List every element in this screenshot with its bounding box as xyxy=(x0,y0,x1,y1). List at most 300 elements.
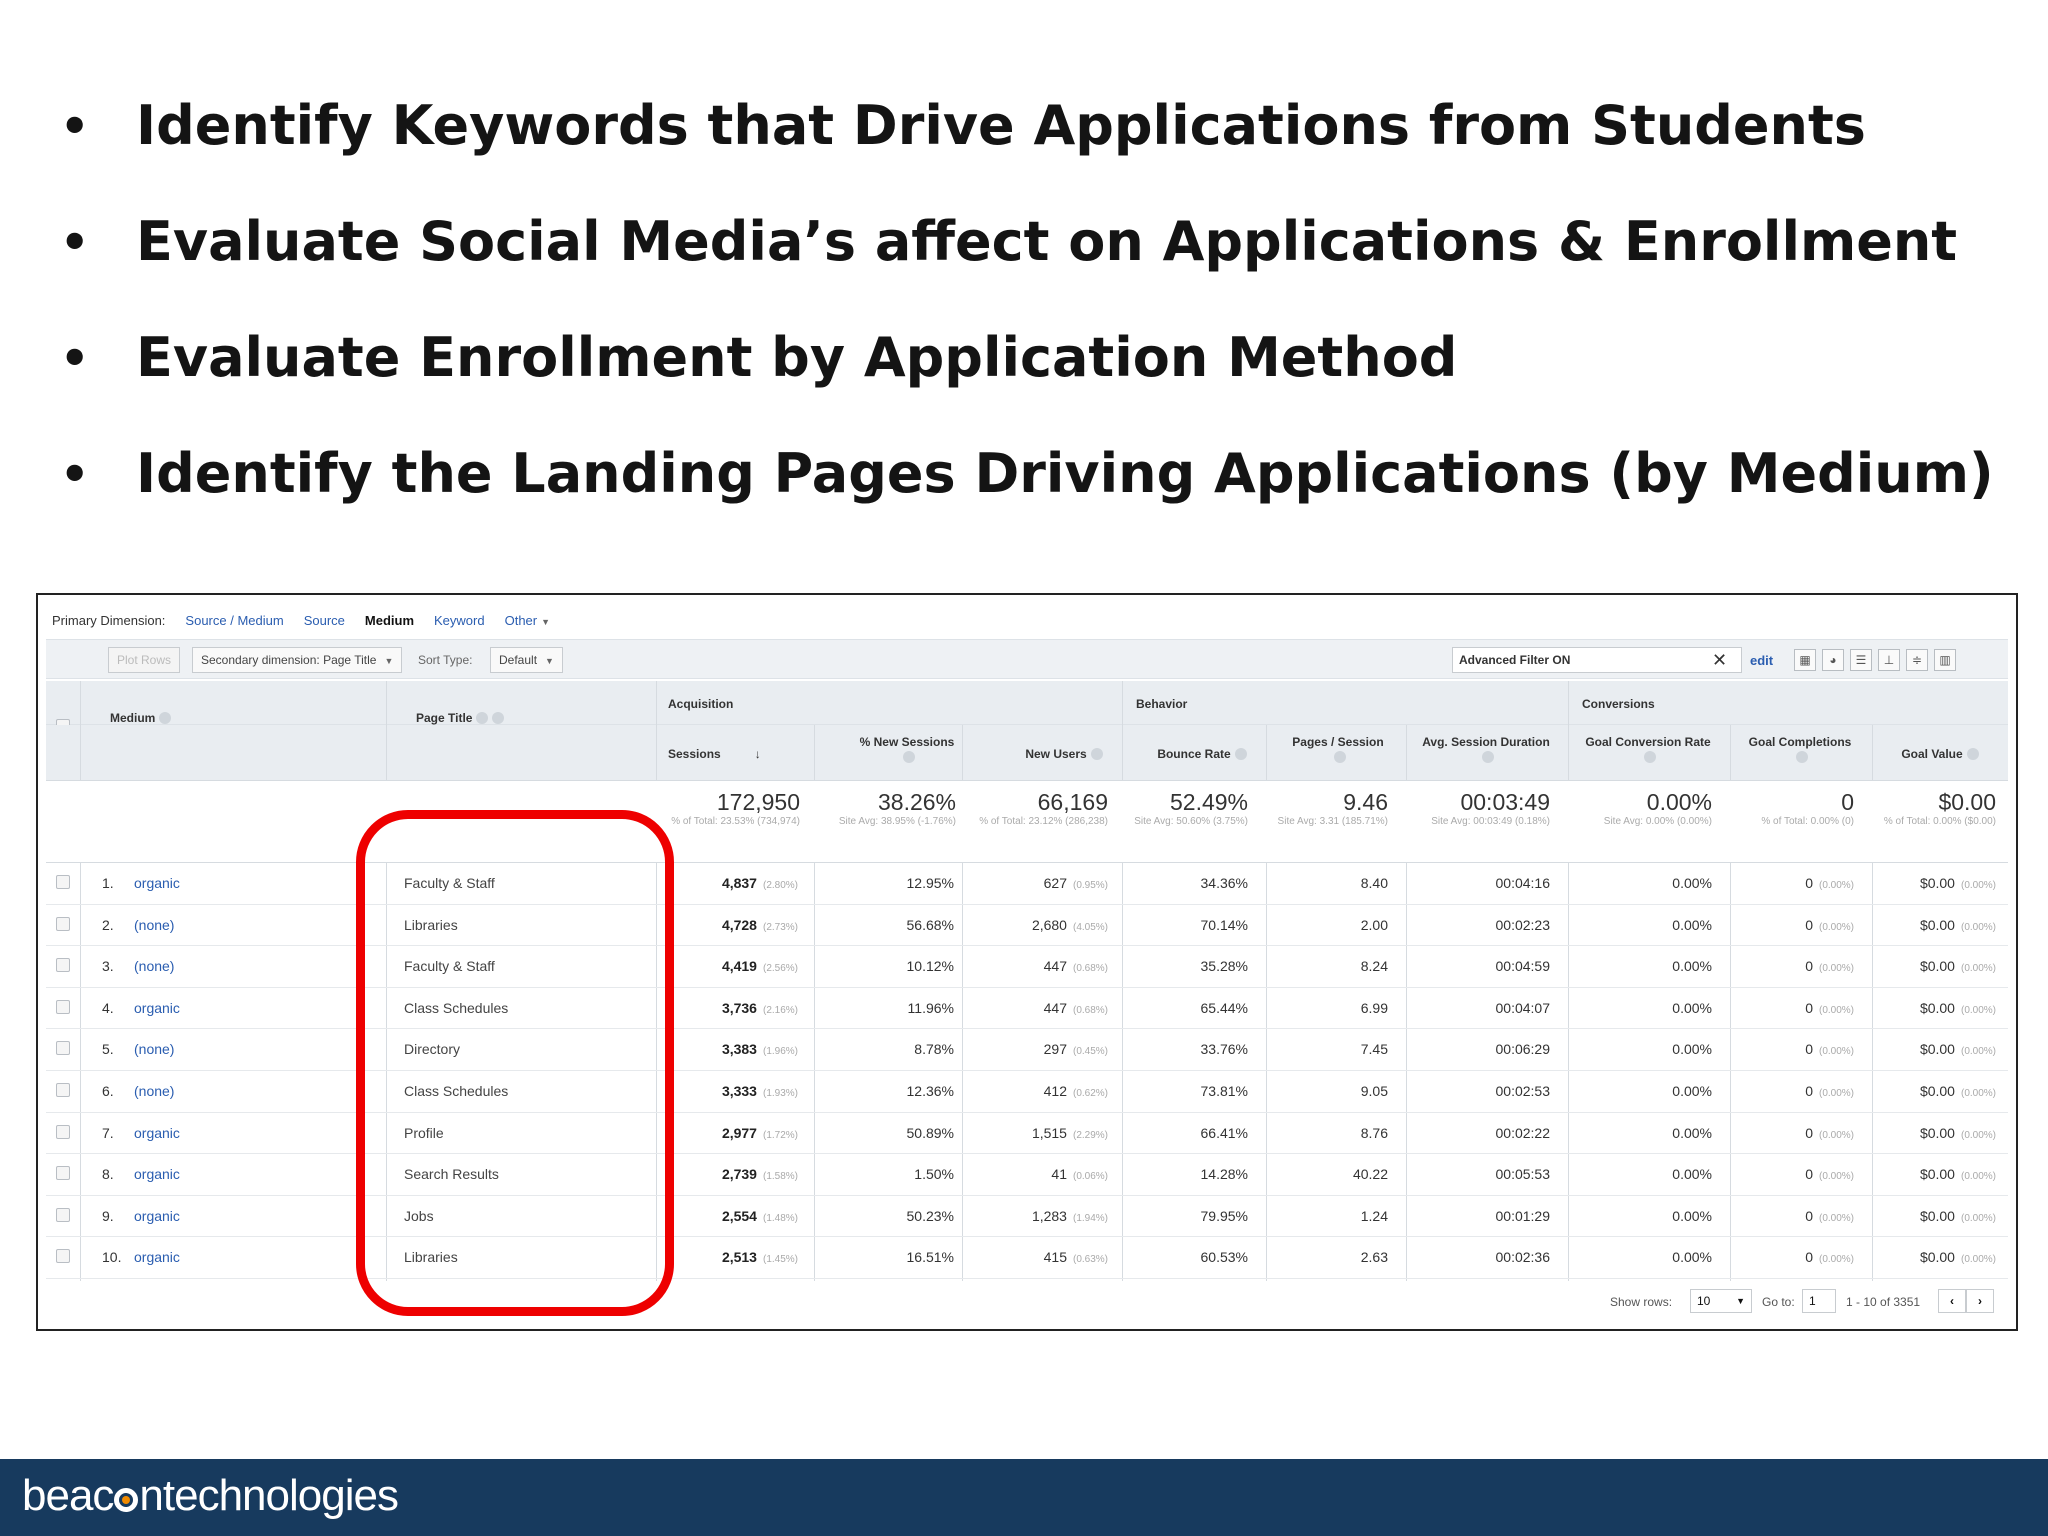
cell-percent: (1.58%) xyxy=(762,1171,798,1183)
cell-percent: (0.00%) xyxy=(1960,1088,1996,1099)
bullet-list xyxy=(60,88,2020,552)
cell-bounce-rate xyxy=(1201,875,1248,891)
cell-percent: (1.96%) xyxy=(762,1046,798,1058)
row-page-title: Faculty & Staff xyxy=(404,875,495,891)
column-label: Avg. Session Duration xyxy=(1422,735,1550,749)
cell-sessions xyxy=(722,1249,798,1265)
cell-goal-completions xyxy=(1805,1041,1854,1057)
remove-dimension-icon[interactable] xyxy=(492,712,504,724)
row-number: 9. xyxy=(102,1207,114,1224)
cell-value: 0.00% xyxy=(1672,875,1712,891)
cell-value: 1,515 xyxy=(1031,1124,1067,1141)
cell-bounce-rate xyxy=(1201,1249,1248,1265)
bullet-item xyxy=(60,436,2020,552)
dimension-current-medium[interactable]: Medium xyxy=(364,612,415,628)
sort-type-label: Sort Type: xyxy=(418,653,473,667)
row-checkbox[interactable] xyxy=(56,1249,70,1263)
cell-value: 1,283 xyxy=(1031,1207,1067,1224)
help-icon xyxy=(476,712,488,724)
beacon-ring-icon xyxy=(114,1488,138,1512)
total-value: 172,950 xyxy=(716,789,800,815)
cell-value: 70.14% xyxy=(1200,916,1248,933)
row-number: 1. xyxy=(102,875,114,891)
column-label: New Users xyxy=(1025,747,1087,761)
row-page-title: Class Schedules xyxy=(404,999,509,1016)
plot-rows-button[interactable]: Plot Rows xyxy=(108,647,180,673)
total-value: 0 xyxy=(1841,789,1854,815)
cell-goal-completions xyxy=(1805,1125,1854,1141)
cell-value: 00:06:29 xyxy=(1495,1041,1550,1058)
bullet-item xyxy=(60,204,2020,320)
cell-pages-session xyxy=(1361,1125,1388,1141)
total-value: 52.49% xyxy=(1169,789,1248,815)
total-value: 0.00% xyxy=(1646,789,1712,815)
table-row xyxy=(46,946,2008,988)
cell-value: 0.00% xyxy=(1672,1083,1712,1099)
report-toolbar xyxy=(46,639,2008,679)
pie-view-icon[interactable]: ◕ xyxy=(1822,649,1844,671)
cell-goal-rate xyxy=(1672,1083,1712,1099)
chevron-down-icon: ▼ xyxy=(541,616,551,627)
table-row xyxy=(46,1113,2008,1155)
cell-value: 00:02:53 xyxy=(1495,1083,1550,1099)
cell-percent: (0.00%) xyxy=(1818,1004,1854,1016)
term-cloud-view-icon[interactable]: ≑ xyxy=(1906,649,1928,671)
cell-value: 0 xyxy=(1805,1083,1813,1099)
cell-pages-session xyxy=(1353,1166,1388,1182)
show-rows-select[interactable] xyxy=(1690,1289,1752,1313)
table-group-header xyxy=(46,681,2008,725)
cell-new-sessions xyxy=(907,875,954,891)
row-page-title: Search Results xyxy=(404,1166,499,1183)
cell-value: 0.00% xyxy=(1672,1124,1712,1141)
cell-goal-value xyxy=(1920,1000,1996,1016)
cell-percent: (2.56%) xyxy=(762,963,798,975)
cell-value: 9.05 xyxy=(1360,1083,1388,1099)
cell-value: 00:02:22 xyxy=(1495,1124,1550,1141)
brand-text-start: beac xyxy=(22,1471,114,1520)
cell-percent: (0.95%) xyxy=(1072,880,1108,891)
dimension-link-source-medium[interactable]: Source / Medium xyxy=(185,612,284,628)
cell-bounce-rate xyxy=(1201,1083,1248,1099)
cell-percent: (1.72%) xyxy=(762,1129,798,1141)
cell-avg-duration xyxy=(1496,1166,1551,1182)
cell-goal-rate xyxy=(1672,917,1712,933)
chevron-down-icon: ▼ xyxy=(384,656,394,666)
cell-goal-value xyxy=(1920,1208,1996,1224)
column-goal-completions[interactable] xyxy=(1730,735,1870,765)
bullet-text: Identify the Landing Pages Driving Applications (by Medium) xyxy=(136,442,1994,505)
total-sub: % of Total: 23.12% (286,238) xyxy=(979,816,1108,827)
beacon-technologies-logo xyxy=(22,1471,398,1521)
total-sub: % of Total: 0.00% (0) xyxy=(1761,816,1854,827)
row-checkbox[interactable] xyxy=(56,958,70,972)
row-medium-link[interactable]: (none) xyxy=(134,1041,175,1058)
cell-value: 0 xyxy=(1805,1166,1813,1183)
cell-value: 8.76 xyxy=(1360,1124,1388,1141)
cell-bounce-rate xyxy=(1201,1041,1248,1057)
cell-value: 0.00% xyxy=(1672,1207,1712,1224)
total-goal-value xyxy=(1884,789,1996,828)
table-row xyxy=(46,1154,2008,1196)
cell-value: 0 xyxy=(1805,999,1813,1016)
cell-sessions xyxy=(722,917,798,933)
secondary-dimension-label: Secondary dimension: Page Title xyxy=(201,653,377,667)
row-checkbox[interactable] xyxy=(56,1041,70,1055)
cell-percent: (0.00%) xyxy=(1960,921,1996,933)
cell-new-users xyxy=(1044,1083,1108,1099)
cell-goal-rate xyxy=(1672,1000,1712,1016)
column-label: Goal Conversion Rate xyxy=(1585,735,1711,749)
cell-percent: (0.00%) xyxy=(1960,963,1996,975)
cell-percent: (2.29%) xyxy=(1072,1129,1108,1141)
bullet-text: Evaluate Enrollment by Application Method xyxy=(136,326,1458,389)
cell-sessions xyxy=(722,1208,798,1224)
cell-percent: (0.00%) xyxy=(1818,1212,1854,1224)
cell-sessions xyxy=(722,958,798,974)
cell-value: 40.22 xyxy=(1352,1166,1388,1183)
total-sub: Site Avg: 3.31 (185.71%) xyxy=(1277,816,1388,827)
cell-goal-value xyxy=(1920,917,1996,933)
performance-view-icon[interactable]: ☰ xyxy=(1850,649,1872,671)
cell-percent: (1.45%) xyxy=(762,1254,798,1266)
cell-value: $0.00 xyxy=(1919,958,1955,975)
row-checkbox[interactable] xyxy=(56,917,70,931)
row-medium-link[interactable]: (none) xyxy=(134,958,175,975)
cell-value: 415 xyxy=(1043,1249,1067,1266)
prev-page-button[interactable]: ‹ xyxy=(1938,1289,1966,1313)
cell-value: 2,554 xyxy=(721,1207,757,1224)
cell-percent: (0.00%) xyxy=(1818,1171,1854,1183)
column-bounce-rate[interactable] xyxy=(1132,747,1272,762)
total-value: 38.26% xyxy=(877,789,956,815)
help-icon xyxy=(1334,751,1346,763)
column-label: Page Title xyxy=(416,711,473,725)
total-sub: Site Avg: 38.95% (-1.76%) xyxy=(838,816,956,827)
row-number: 6. xyxy=(102,1083,114,1099)
cell-new-users xyxy=(1032,1125,1108,1141)
row-page-title: Libraries xyxy=(404,1249,458,1266)
cell-bounce-rate xyxy=(1201,1208,1248,1224)
help-icon xyxy=(1482,751,1494,763)
cell-new-sessions xyxy=(907,958,954,974)
primary-dimension-label: Primary Dimension: xyxy=(52,612,166,628)
cell-new-users xyxy=(1032,917,1108,933)
total-avg-duration xyxy=(1431,789,1550,828)
cell-goal-rate xyxy=(1672,1208,1712,1224)
cell-value: 4,837 xyxy=(721,875,757,891)
chevron-down-icon: ▼ xyxy=(545,656,554,666)
cell-value: $0.00 xyxy=(1919,1166,1955,1183)
cell-goal-rate xyxy=(1672,1249,1712,1265)
table-view-icon[interactable]: ▦ xyxy=(1794,649,1816,671)
row-page-title: Jobs xyxy=(404,1207,434,1224)
dimension-link-source[interactable]: Source xyxy=(303,612,345,628)
cell-new-sessions xyxy=(907,1125,954,1141)
cell-goal-value xyxy=(1920,1041,1996,1057)
cell-goal-value xyxy=(1920,1166,1996,1182)
cell-value: 297 xyxy=(1043,1041,1067,1058)
cell-value: 56.68% xyxy=(906,916,954,933)
totals-row xyxy=(46,781,2008,863)
dimension-other-label: Other xyxy=(504,612,538,628)
bullet-item xyxy=(60,88,2020,204)
bullet-text: Evaluate Social Media’s affect on Applications & Enrollment xyxy=(136,210,1958,273)
group-conversions: Conversions xyxy=(1582,697,1655,711)
cell-value: 00:01:29 xyxy=(1495,1207,1550,1224)
cell-goal-rate xyxy=(1672,1166,1712,1182)
cell-pages-session xyxy=(1361,1000,1388,1016)
row-number: 10. xyxy=(102,1249,122,1266)
help-icon xyxy=(1967,748,1979,760)
cell-value: 3,383 xyxy=(721,1041,757,1058)
cell-value: 0 xyxy=(1805,1249,1813,1266)
cell-sessions xyxy=(722,875,798,891)
cell-value: 50.89% xyxy=(906,1124,954,1141)
total-new-users xyxy=(979,789,1108,828)
column-label: % New Sessions xyxy=(859,735,955,749)
cell-goal-completions xyxy=(1805,1083,1854,1099)
clear-filter-icon[interactable]: ✕ xyxy=(1712,650,1728,670)
cell-pages-session xyxy=(1361,917,1388,933)
cell-new-users xyxy=(1044,958,1108,974)
cell-new-users xyxy=(1032,1208,1108,1224)
row-checkbox[interactable] xyxy=(56,1208,70,1222)
cell-value: 2,977 xyxy=(721,1124,757,1141)
cell-value: 0 xyxy=(1805,1207,1813,1224)
total-value: 00:03:49 xyxy=(1460,789,1550,815)
pivot-view-icon[interactable]: ▥ xyxy=(1934,649,1956,671)
cell-percent: (0.00%) xyxy=(1818,921,1854,933)
column-label: Sessions xyxy=(668,747,721,761)
advanced-filter-field[interactable]: Advanced Filter ON xyxy=(1452,647,1742,673)
primary-dimension-bar xyxy=(52,609,550,631)
page-range: 1 - 10 of 3351 xyxy=(1846,1295,1921,1309)
cell-avg-duration xyxy=(1496,1125,1551,1141)
row-page-title: Directory xyxy=(404,1041,461,1058)
cell-percent: (0.00%) xyxy=(1818,1088,1854,1099)
row-medium-link[interactable]: organic xyxy=(134,1166,180,1183)
cell-goal-completions xyxy=(1805,1166,1854,1182)
cell-value: $0.00 xyxy=(1919,1124,1955,1141)
cell-goal-completions xyxy=(1805,875,1854,891)
cell-bounce-rate xyxy=(1201,1125,1248,1141)
cell-percent: (0.00%) xyxy=(1818,880,1854,891)
comparison-view-icon[interactable]: ⊥ xyxy=(1878,649,1900,671)
total-sub: Site Avg: 0.00% (0.00%) xyxy=(1603,816,1712,827)
column-sessions[interactable] xyxy=(668,747,800,762)
next-page-button[interactable]: › xyxy=(1966,1289,1994,1313)
cell-percent: (0.00%) xyxy=(1960,1046,1996,1058)
cell-value: 00:04:59 xyxy=(1495,958,1550,975)
cell-percent: (0.00%) xyxy=(1818,1129,1854,1141)
cell-value: 12.95% xyxy=(906,875,954,891)
cell-percent: (4.05%) xyxy=(1072,921,1108,933)
column-page-title[interactable] xyxy=(416,711,504,726)
cell-percent: (0.00%) xyxy=(1960,1129,1996,1141)
cell-sessions xyxy=(722,1041,798,1057)
column-label: Goal Completions xyxy=(1748,735,1852,749)
cell-goal-completions xyxy=(1805,958,1854,974)
cell-percent: (1.93%) xyxy=(762,1088,798,1099)
total-sub: Site Avg: 00:03:49 (0.18%) xyxy=(1431,816,1550,827)
column-label: Pages / Session xyxy=(1292,735,1384,749)
cell-goal-value xyxy=(1920,958,1996,974)
cell-value: 79.95% xyxy=(1200,1207,1248,1224)
total-value: 9.46 xyxy=(1343,789,1388,815)
cell-bounce-rate xyxy=(1201,1166,1248,1182)
secondary-dimension-dropdown[interactable] xyxy=(192,647,402,673)
cell-value: 0.00% xyxy=(1672,1166,1712,1183)
cell-value: 4,728 xyxy=(721,916,757,933)
total-sub: % of Total: 0.00% ($0.00) xyxy=(1883,816,1996,827)
column-new-sessions[interactable] xyxy=(832,735,982,765)
cell-percent: (0.00%) xyxy=(1960,1254,1996,1266)
cell-value: 00:02:23 xyxy=(1495,916,1550,933)
edit-filter-link[interactable]: edit xyxy=(1750,653,1774,668)
cell-value: 627 xyxy=(1043,875,1067,891)
cell-percent: (0.45%) xyxy=(1072,1046,1108,1058)
row-number: 5. xyxy=(102,1041,114,1058)
column-new-users[interactable] xyxy=(994,747,1134,762)
bullet-dot: • xyxy=(60,331,90,385)
cell-percent: (0.00%) xyxy=(1960,880,1996,891)
row-checkbox[interactable] xyxy=(56,1125,70,1139)
group-acquisition: Acquisition xyxy=(668,697,734,711)
dimension-other-dropdown[interactable] xyxy=(505,613,550,628)
cell-value: 2.00 xyxy=(1360,916,1388,933)
cell-value: $0.00 xyxy=(1919,875,1955,891)
cell-value: 33.76% xyxy=(1200,1041,1248,1058)
cell-avg-duration xyxy=(1496,1083,1551,1099)
row-number: 3. xyxy=(102,958,114,975)
table-row xyxy=(46,1196,2008,1238)
cell-sessions xyxy=(722,1000,798,1016)
cell-value: 447 xyxy=(1043,999,1067,1016)
row-medium-link[interactable]: organic xyxy=(134,1207,180,1224)
cell-value: 1.24 xyxy=(1360,1207,1388,1224)
cell-new-users xyxy=(1044,875,1108,891)
row-medium-link[interactable]: organic xyxy=(134,999,180,1016)
cell-goal-completions xyxy=(1805,1249,1854,1265)
cell-percent: (0.06%) xyxy=(1072,1171,1108,1183)
cell-bounce-rate xyxy=(1201,1000,1248,1016)
cell-value: $0.00 xyxy=(1919,999,1955,1016)
cell-percent: (0.00%) xyxy=(1960,1004,1996,1016)
cell-bounce-rate xyxy=(1201,958,1248,974)
cell-percent: (0.68%) xyxy=(1072,963,1108,975)
column-goal-value[interactable] xyxy=(1872,747,2008,762)
total-sessions xyxy=(671,789,800,828)
cell-value: 1.50% xyxy=(914,1166,954,1183)
cell-percent: (1.48%) xyxy=(762,1212,798,1224)
row-medium-link[interactable]: organic xyxy=(134,875,180,891)
cell-goal-rate xyxy=(1672,875,1712,891)
cell-value: $0.00 xyxy=(1919,916,1955,933)
cell-avg-duration xyxy=(1496,917,1551,933)
cell-value: 73.81% xyxy=(1200,1083,1248,1099)
cell-goal-rate xyxy=(1672,958,1712,974)
row-medium-link[interactable]: organic xyxy=(134,1124,180,1141)
sort-type-value: Default xyxy=(499,653,538,667)
column-avg-session-duration[interactable] xyxy=(1406,735,1566,765)
row-medium-link[interactable]: (none) xyxy=(134,1083,175,1099)
row-page-title: Faculty & Staff xyxy=(404,958,495,975)
row-number: 7. xyxy=(102,1124,114,1141)
column-medium[interactable] xyxy=(110,711,171,726)
cell-value: 00:04:16 xyxy=(1495,875,1550,891)
row-checkbox[interactable] xyxy=(56,1083,70,1097)
cell-value: 66.41% xyxy=(1200,1124,1248,1141)
help-icon xyxy=(1796,751,1808,763)
row-checkbox[interactable] xyxy=(56,1166,70,1180)
cell-value: 0.00% xyxy=(1672,1249,1712,1266)
cell-new-sessions xyxy=(907,1083,954,1099)
row-checkbox[interactable] xyxy=(56,1000,70,1014)
brand-text-end: ntechnologies xyxy=(139,1471,398,1520)
cell-value: 4,419 xyxy=(721,958,757,975)
dimension-link-keyword[interactable]: Keyword xyxy=(434,612,485,628)
cell-value: 6.99 xyxy=(1360,999,1388,1016)
cell-value: 8.40 xyxy=(1360,875,1388,891)
goto-input[interactable]: 1 xyxy=(1802,1289,1836,1313)
cell-new-sessions xyxy=(908,1000,954,1016)
table-column-header xyxy=(46,711,2008,781)
cell-value: 2,739 xyxy=(721,1166,757,1183)
row-medium-link[interactable]: organic xyxy=(134,1249,180,1266)
cell-new-sessions xyxy=(907,1249,954,1265)
cell-percent: (0.68%) xyxy=(1072,1004,1108,1016)
cell-goal-value xyxy=(1920,1249,1996,1265)
cell-goal-value xyxy=(1920,1083,1996,1099)
cell-value: 2.63 xyxy=(1360,1249,1388,1266)
goto-label: Go to: xyxy=(1762,1295,1795,1309)
total-bounce-rate xyxy=(1134,789,1248,828)
cell-value: $0.00 xyxy=(1919,1207,1955,1224)
cell-value: 8.78% xyxy=(914,1041,954,1058)
row-checkbox[interactable] xyxy=(56,875,70,889)
footer-brand-bar xyxy=(0,1459,2048,1536)
bullet-dot: • xyxy=(60,99,90,153)
row-page-title: Libraries xyxy=(404,916,458,933)
cell-value: 412 xyxy=(1043,1083,1067,1099)
help-icon xyxy=(1235,748,1247,760)
total-sub: Site Avg: 50.60% (3.75%) xyxy=(1134,816,1248,827)
cell-value: 11.96% xyxy=(907,999,954,1016)
cell-value: 3,333 xyxy=(721,1083,757,1099)
table-row xyxy=(46,1237,2008,1279)
bullet-text: Identify Keywords that Drive Applications from Students xyxy=(136,94,1866,157)
column-pages-session[interactable] xyxy=(1272,735,1404,765)
row-medium-link[interactable]: (none) xyxy=(134,916,175,933)
cell-value: 0 xyxy=(1805,1041,1813,1058)
cell-value: 447 xyxy=(1043,958,1067,975)
total-goal-rate xyxy=(1604,789,1712,828)
cell-value: 14.28% xyxy=(1200,1166,1248,1183)
cell-percent: (0.00%) xyxy=(1818,1046,1854,1058)
bullet-dot: • xyxy=(60,215,90,269)
cell-percent: (0.63%) xyxy=(1072,1254,1108,1266)
cell-percent: (0.00%) xyxy=(1960,1171,1996,1183)
column-label: Bounce Rate xyxy=(1157,747,1231,761)
table-row xyxy=(46,1029,2008,1071)
cell-value: 50.23% xyxy=(906,1207,954,1224)
cell-percent: (0.00%) xyxy=(1818,963,1854,975)
column-goal-conversion-rate[interactable] xyxy=(1568,735,1728,765)
sort-type-dropdown[interactable] xyxy=(490,647,563,673)
cell-percent: (2.16%) xyxy=(762,1004,798,1016)
cell-new-sessions xyxy=(914,1166,954,1182)
